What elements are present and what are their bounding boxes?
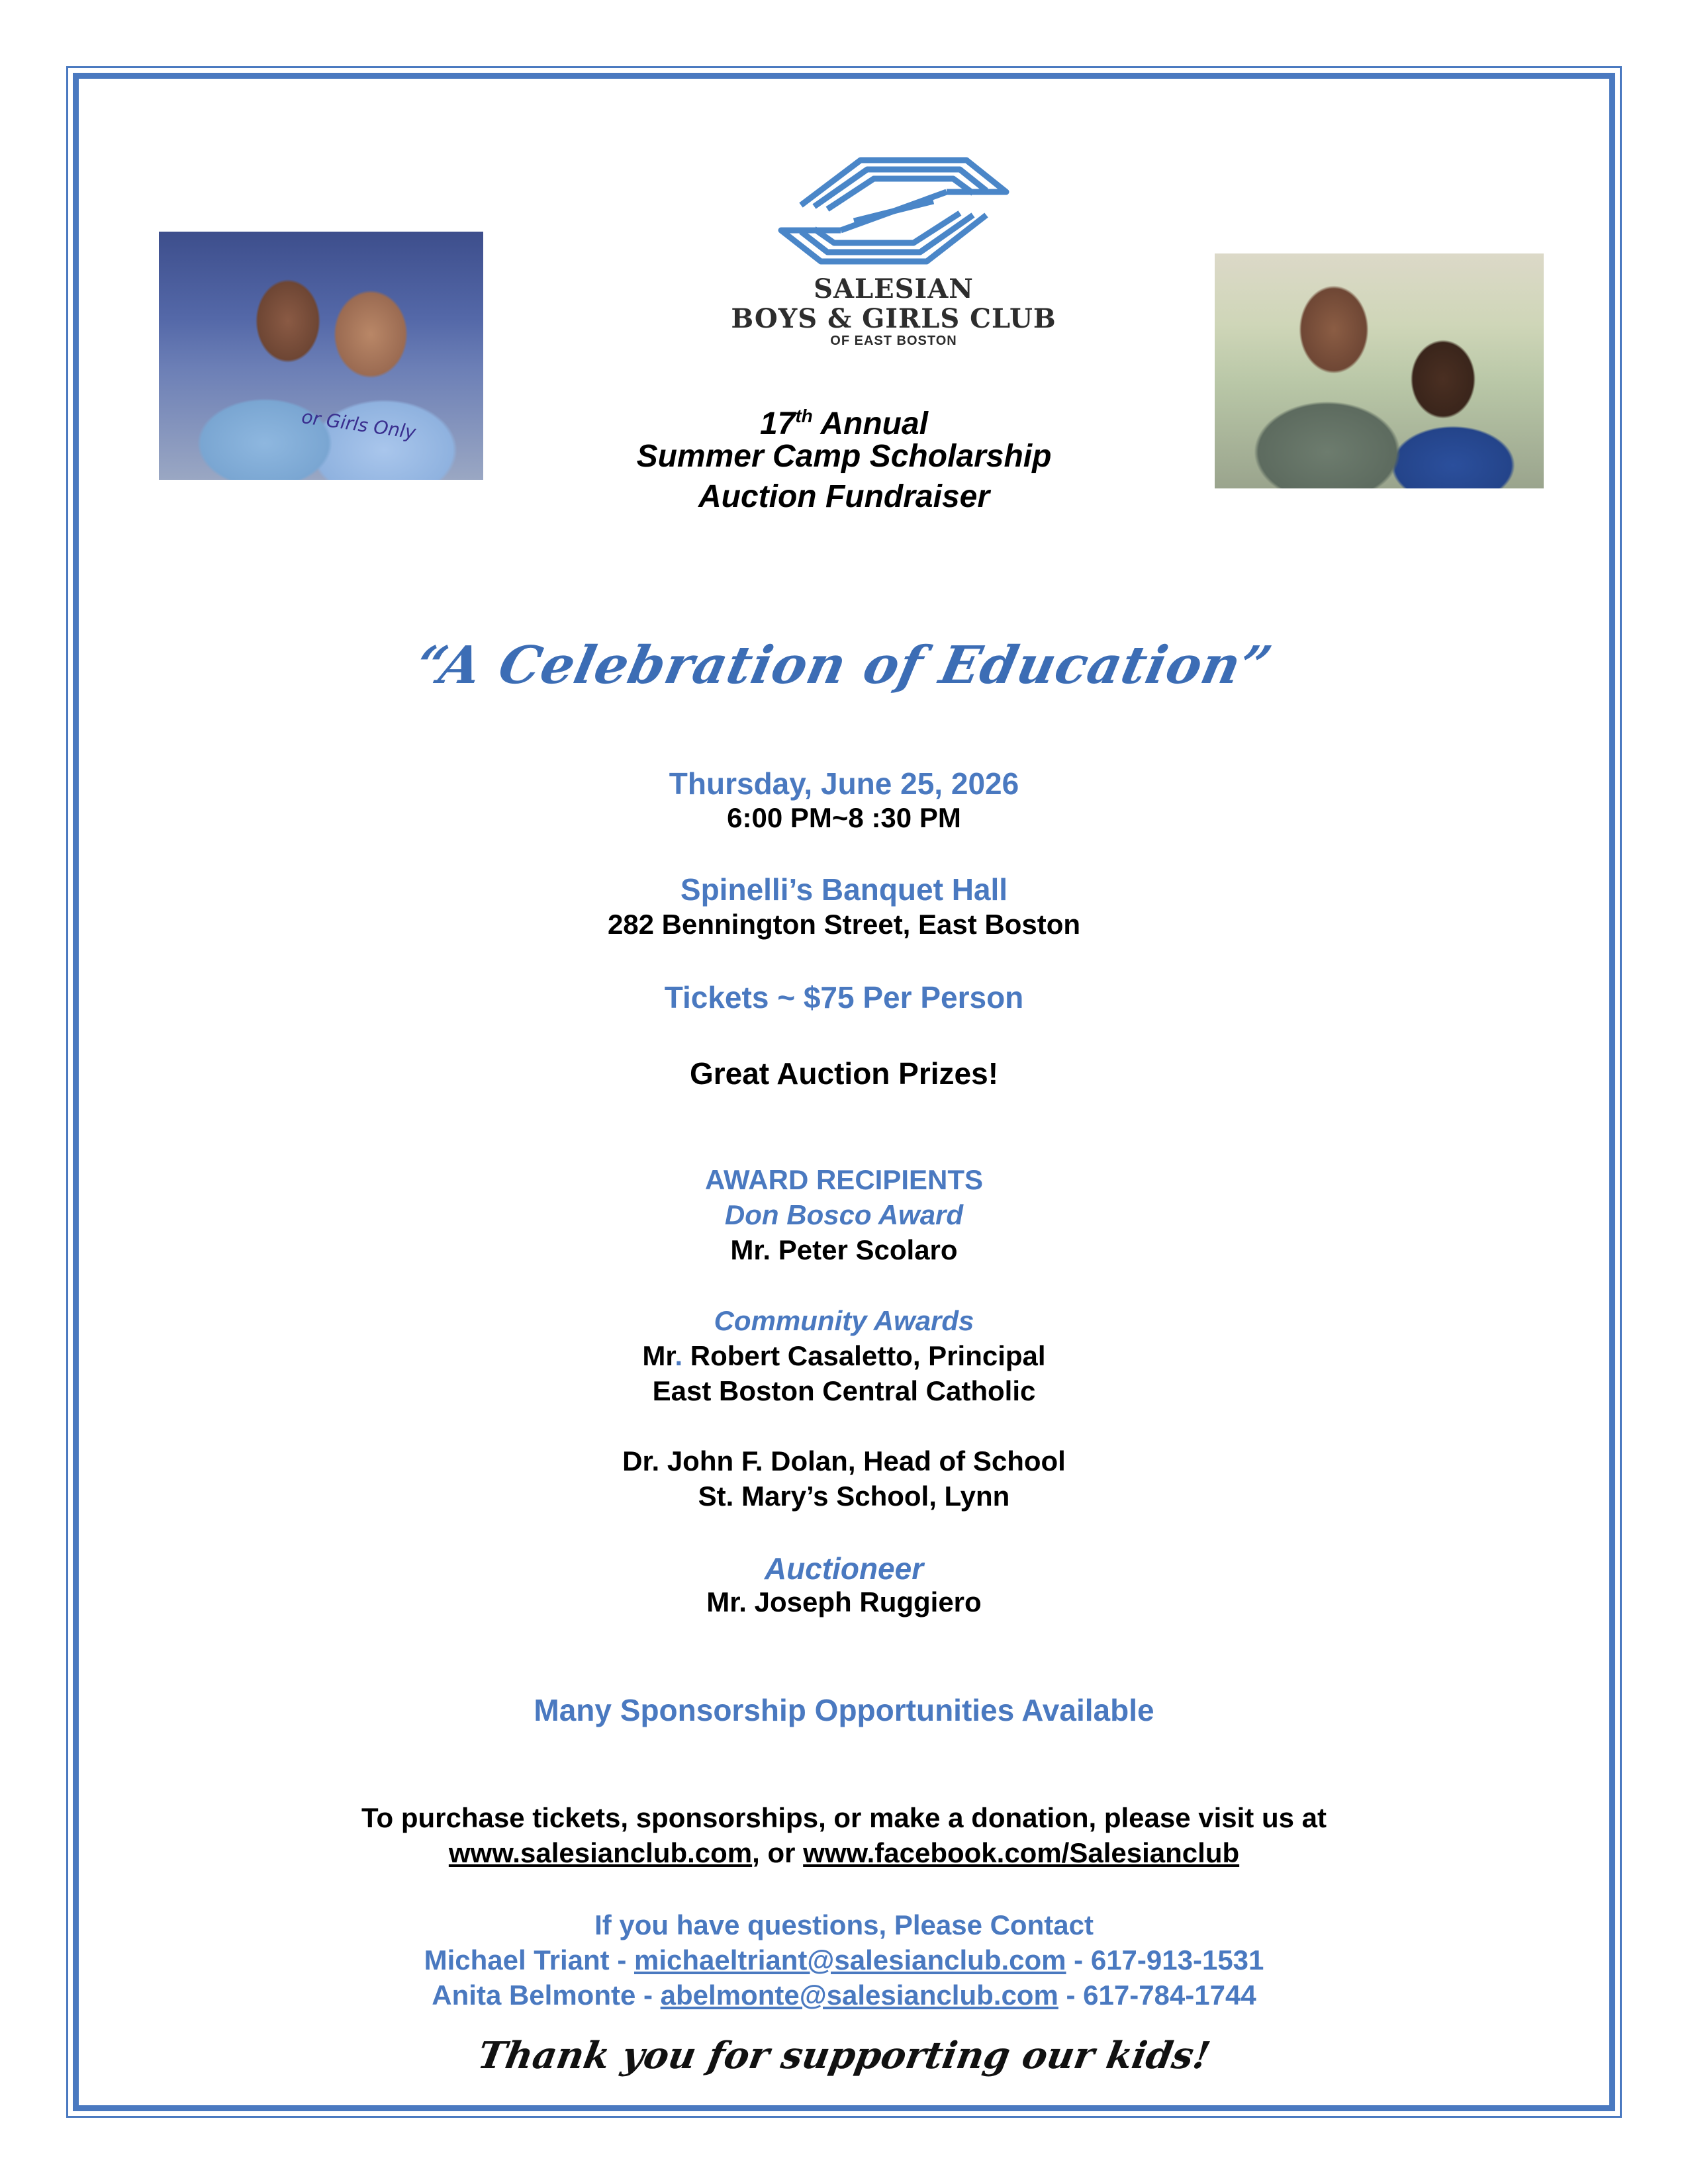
contact-michael-email[interactable]: michaeltriant@salesianclub.com [633, 1944, 1066, 1976]
contact-anita-phone: - 617-784-1744 [1058, 1979, 1256, 2011]
logo-line-1: SALESIAN [814, 273, 974, 304]
event-date: Thursday, June 25, 2026 [669, 766, 1019, 801]
ticket-price: Tickets ~ $75 Per Person [664, 980, 1024, 1015]
event-title-line-3: Auction Fundraiser [698, 479, 990, 514]
photo-shirt-text: or Girls Only [300, 406, 418, 443]
contact-michael [0, 1944, 1688, 1976]
links-separator: , or [752, 1837, 804, 1868]
facebook-link[interactable]: www.facebook.com/Salesianclub [803, 1837, 1240, 1868]
event-title-line-2: Summer Camp Scholarship [636, 439, 1052, 474]
don-bosco-award-label: Don Bosco Award [724, 1199, 964, 1230]
contact-anita-name: Anita Belmonte - [432, 1979, 661, 2011]
contact-michael-phone: - 617-913-1531 [1066, 1944, 1264, 1976]
purchase-line: To purchase tickets, sponsorships, or make a donation, please visit us at [361, 1802, 1327, 1833]
recipient-1-prefix: Mr [642, 1340, 675, 1371]
event-address: 282 Bennington Street, East Boston [607, 909, 1081, 940]
auction-prizes: Great Auction Prizes! [689, 1056, 999, 1091]
recipient-1-dot: . [675, 1340, 683, 1371]
club-logo [728, 152, 1059, 351]
community-recipient-1-school: East Boston Central Catholic [652, 1375, 1036, 1406]
event-time: 6:00 PM~8 :30 PM [727, 802, 961, 833]
contact-anita [0, 1979, 1688, 2011]
auctioneer-name: Mr. Joseph Ruggiero [706, 1586, 982, 1617]
purchase-links [0, 1837, 1688, 1869]
contact-anita-email[interactable]: abelmonte@salesianclub.com [660, 1979, 1058, 2011]
community-recipient-1 [0, 1340, 1688, 1372]
hands-logo-icon [728, 152, 1059, 271]
community-recipient-2: Dr. John F. Dolan, Head of School [622, 1445, 1066, 1477]
website-link[interactable]: www.salesianclub.com [448, 1837, 753, 1868]
award-recipients-heading: AWARD RECIPIENTS [704, 1164, 984, 1195]
sponsorship-line: Many Sponsorship Opportunities Available [534, 1693, 1154, 1727]
community-recipient-2-school: St. Mary’s School, Lynn [698, 1480, 1010, 1512]
logo-line-3: OF EAST BOSTON [830, 334, 957, 348]
contact-heading: If you have questions, Please Contact [594, 1909, 1094, 1940]
contact-michael-name: Michael Triant - [424, 1944, 634, 1976]
recipient-1-rest: Robert Casaletto, Principal [682, 1340, 1046, 1371]
title-annual: Annual [812, 406, 929, 441]
title-ordinal-suffix: th [795, 406, 813, 426]
logo-line-2: BOYS & GIRLS CLUB [731, 303, 1056, 334]
auctioneer-label: Auctioneer [764, 1551, 924, 1586]
event-tagline: “A Celebration of Education” [410, 635, 1278, 696]
don-bosco-recipient: Mr. Peter Scolaro [730, 1234, 958, 1265]
community-awards-label: Community Awards [714, 1305, 974, 1336]
thank-you-line: Thank you for supporting our kids! [474, 2034, 1214, 2077]
event-venue: Spinelli’s Banquet Hall [680, 872, 1008, 907]
title-ordinal-number: 17 [759, 406, 796, 441]
